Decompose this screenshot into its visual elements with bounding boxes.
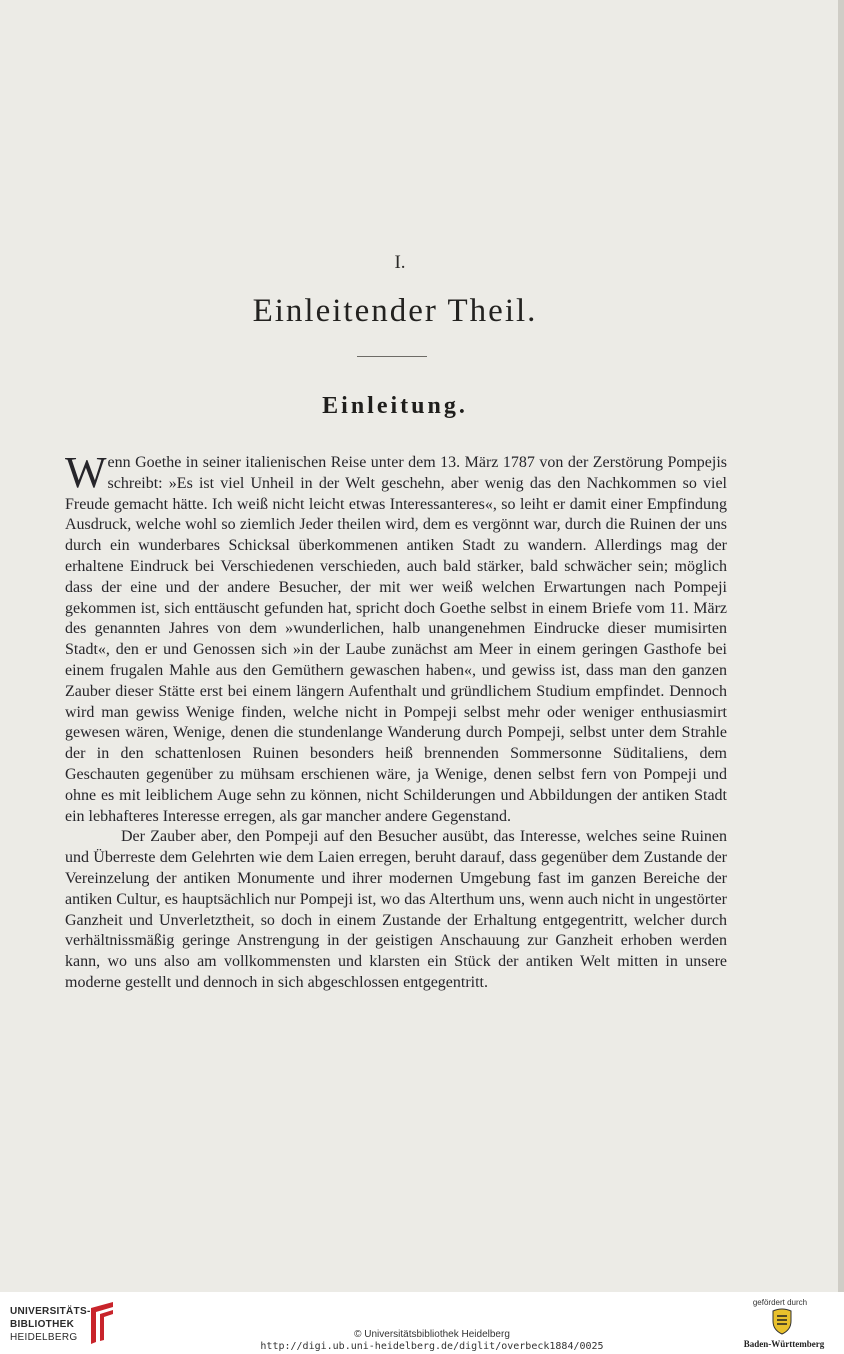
page-edge (838, 0, 844, 1292)
funded-by-label: gefördert durch (752, 1298, 808, 1307)
funder-name: Baden-Württemberg (743, 1339, 825, 1349)
library-name-line2: BIBLIOTHEK (10, 1319, 75, 1330)
section-number: I. (394, 252, 406, 273)
library-name-line3: HEIDELBERG (10, 1332, 78, 1343)
paragraph-2: Der Zauber aber, den Pompeji auf den Besucher ausübt, das Interesse, welches seine Ruinen und Überreste dem Gelehrten wie dem Laien erregen, beruht darauf, dass gegenüber dem Zustande der Vereinzelung der antiken Monumente und ihrer modernen Umgebung fast im ganzen Bereiche der antiken Cultur, es hauptsächlich nur Pompeji ist, wo das Alterthum uns, wenn auch nicht in ungestörter Ganzheit und Unverletztheit, so doch in einem Zustande der Erhaltung entgegentritt, welcher durch verhältnissmäßig geringe Anstrengung in der geistigen Anschauung zur Ganzheit erhoben werden kann, wo uns also am vollkommensten und klarsten ein Stück der antiken Welt mitten in unsere moderne gestellt und dennoch in sich abgeschlossen entgegentritt. (65, 828, 727, 991)
copyright-notice: © Universitätsbibliothek Heidelberg (354, 1329, 510, 1340)
paragraph-1 (65, 448, 727, 827)
drop-cap: W (65, 448, 107, 497)
coat-of-arms-icon (771, 1307, 793, 1335)
body-text (65, 448, 727, 994)
chapter-title: Einleitung. (322, 393, 468, 419)
library-name-line1: UNIVERSITÄTS- (10, 1306, 91, 1317)
paragraph-1-text: enn Goethe in seiner italienischen Reise unter dem 13. März 1787 von der Zerstörung Pompejis schreibt: »Es ist viel Unheil in der Welt geschehn, aber wenig das den Nachkommen so viel Freude gemacht hätte. Ich weiß nicht leicht etwas Interessanteres«, so leiht er damit einer Empfindung Ausdruck, welche wohl so ziemlich Jeder theilen wird, dem es vergönnt war, durch die Ruinen der uns durch ein wunderbares Schicksal überkommenen antiken Stadt zu wandern. Allerdings mag der erhaltene Eindruck bei Verschiedenen verschieden, auch bald stärker, bald schwächer sein; möglich dass der eine und der andere Besucher, der mit wer weiß welchen Erwartungen nach Pompeji gekommen ist, sich enttäuscht gefunden hat, spricht doch Goethe selbst in einem Briefe vom 11. März des genannten Jahres von dem »wunderlichen, halb unangenehmen Eindrucke dieser mumisirten Stadt«, den er und Genossen sich »in der Laube zunächst am Meer in einem geringen Gasthofe bei einem frugalen Mahle aus den Gemüthern gewaschen haben«, und gewiss ist, dass man den ganzen Zauber dieser Stätte erst bei einem längern Aufenthalt und gründlichem Studium empfindet. Dennoch wird man gewiss Wenige finden, welche nicht in Pompeji selbst mehr oder weniger enthusiasmirt gewesen wären, Wenige, denen die stundenlange Wanderung durch Pompeji, selbst unter dem Strahle der in den schattenlosen Ruinen besonders heiß brennenden Sommersonne Süditaliens, dem Geschauten gegenüber zu mühsam erschienen wäre, ja Wenige, denen selbst fern von Pompeji und ohne es mit leiblichem Auge sehn zu können, nicht Schilderungen und Abbildungen der antiken Stadt ein lebhafteres Interesse erregen, als gar mancher andere Gegenstand. (65, 454, 727, 825)
permalink-url[interactable]: http://digi.ub.uni-heidelberg.de/diglit/overbeck1884/0025 (260, 1341, 604, 1352)
title-divider (357, 356, 427, 357)
part-title: Einleitender Theil. (252, 293, 538, 329)
